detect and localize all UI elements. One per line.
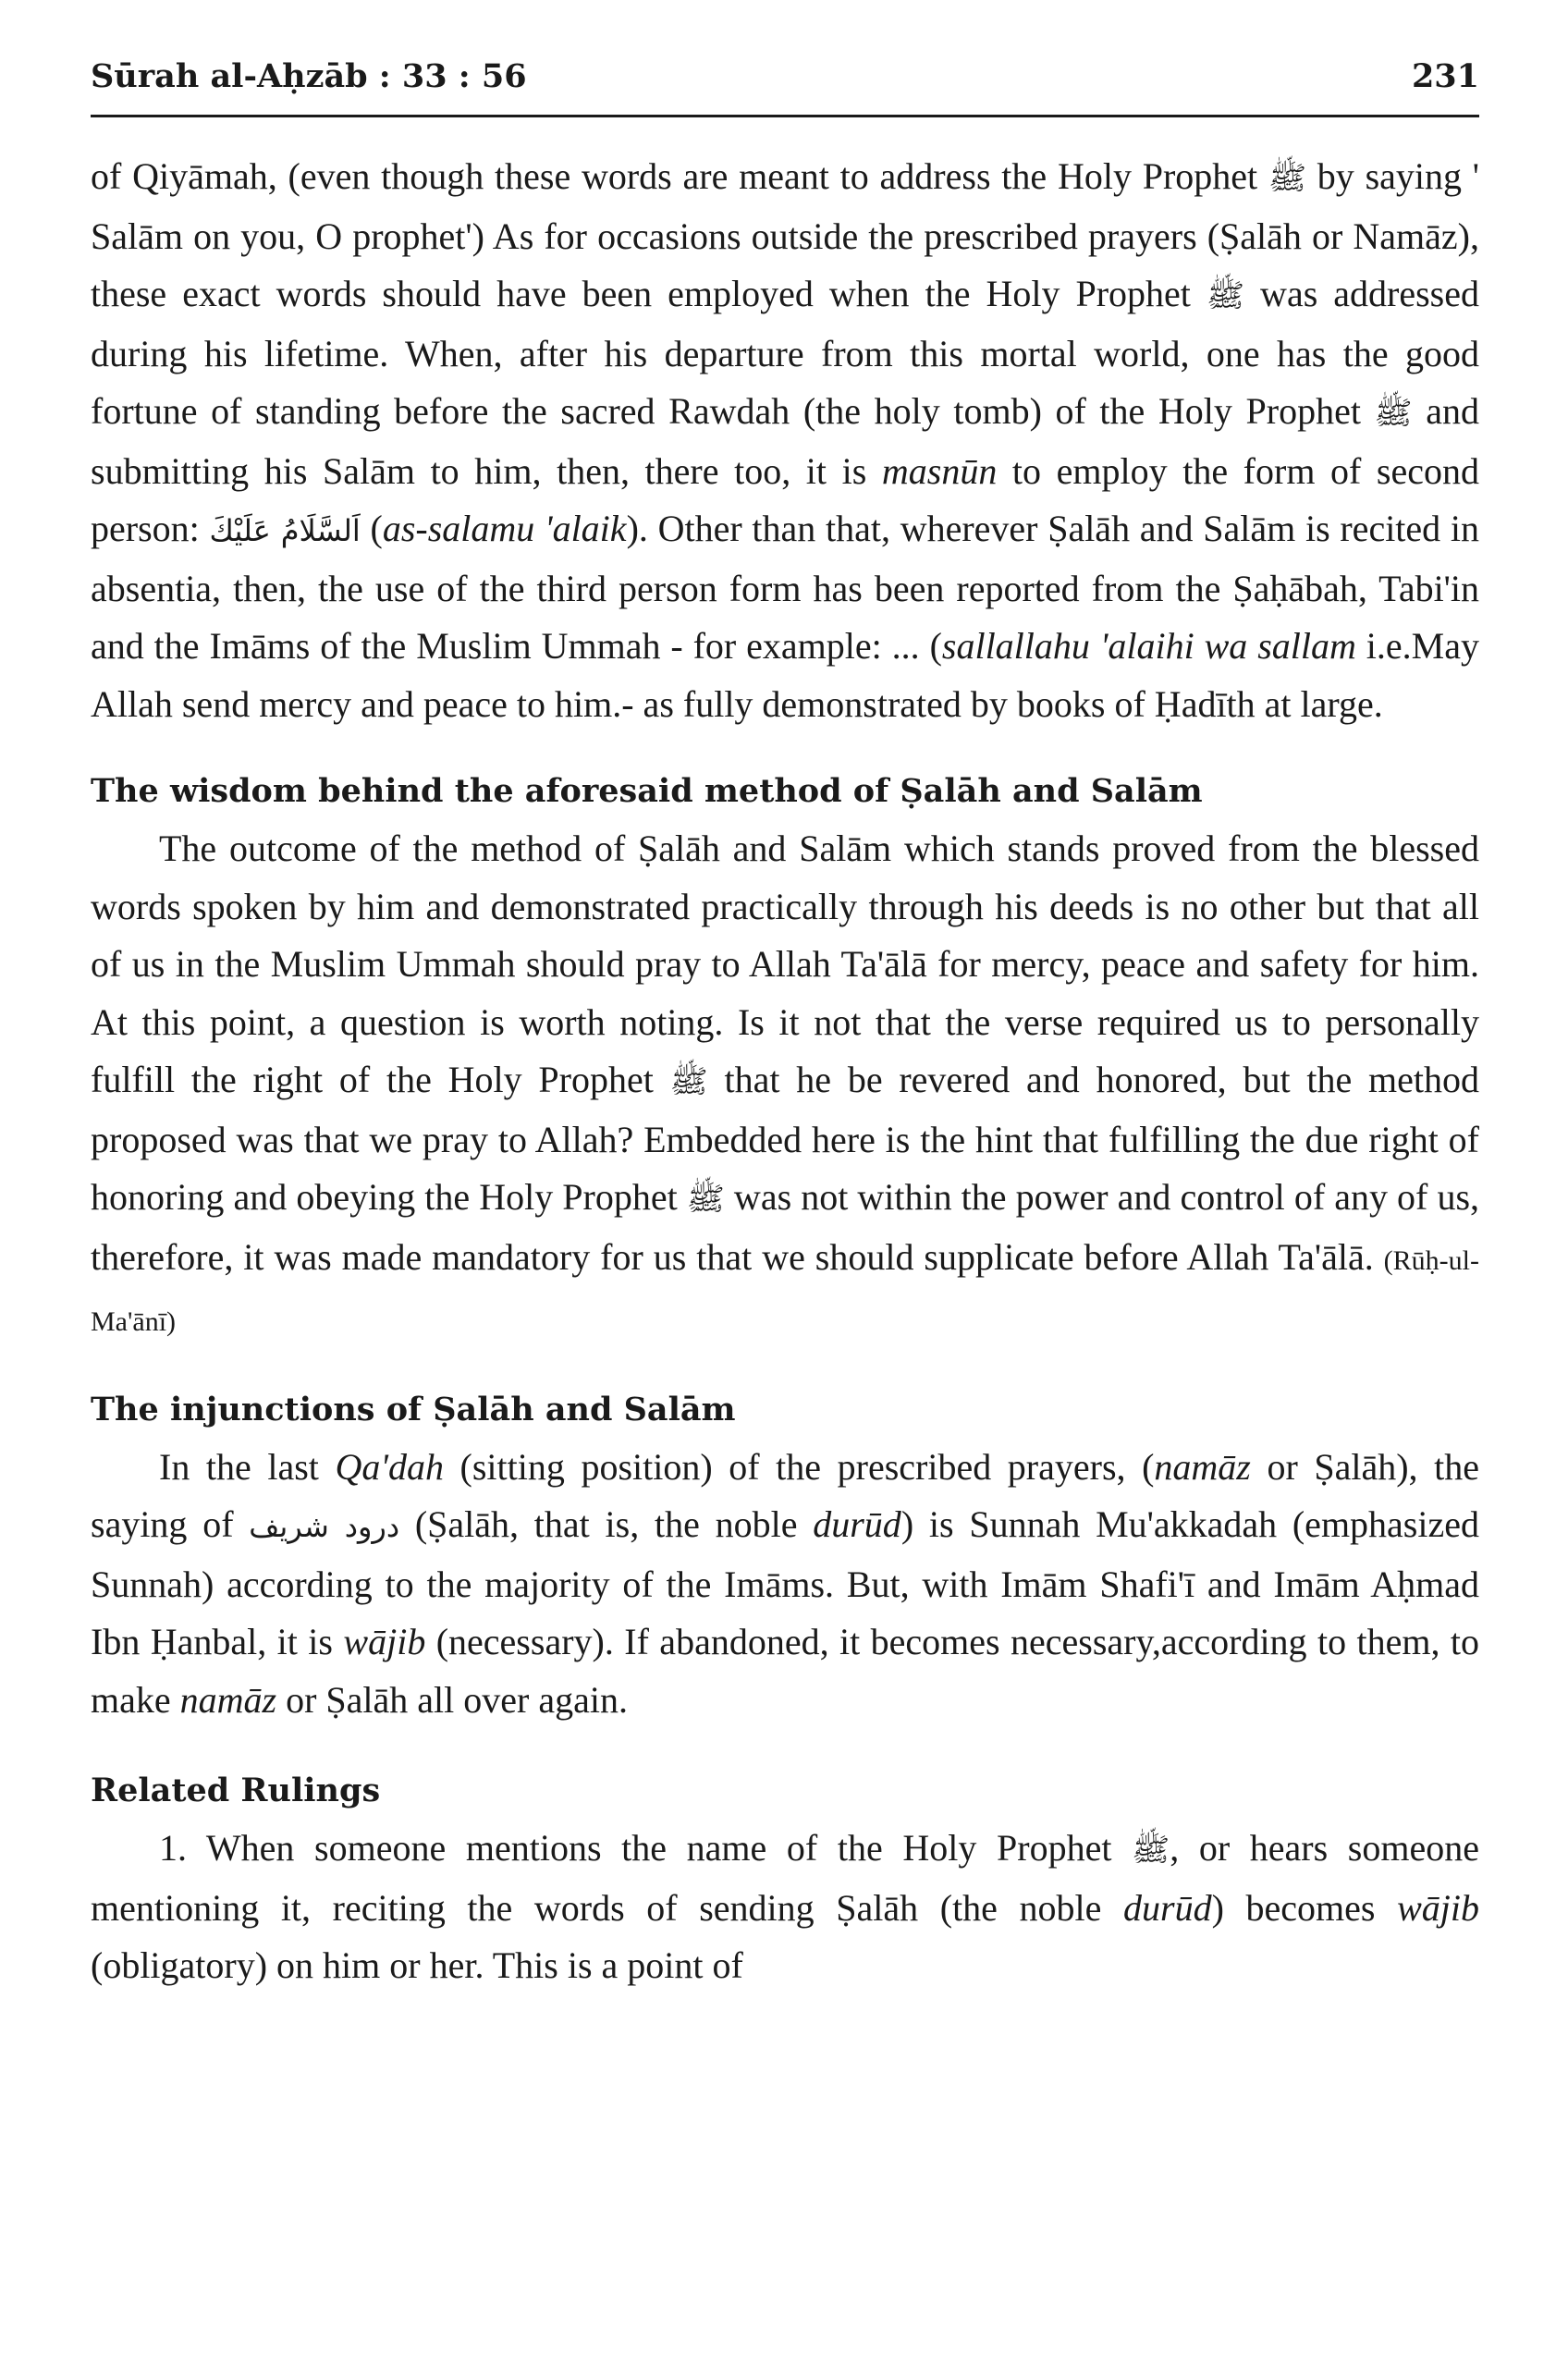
running-head (91, 57, 1479, 105)
italic-term: wājib (1397, 1886, 1479, 1929)
salutation-seal-icon: ﷺ (686, 1181, 725, 1218)
salutation-seal-icon: ﷺ (669, 1063, 708, 1100)
salutation-seal-icon: ﷺ (1132, 1832, 1170, 1869)
text-run: ) becomes (1211, 1886, 1398, 1929)
text-run: and submitting his Salām to him, then, there too, it is (91, 390, 1479, 492)
text-run: or Ṣalāh all over again. (276, 1678, 628, 1721)
italic-term: sallallahu 'alaihi wa sallam (941, 625, 1356, 667)
italic-term: wājib (343, 1621, 426, 1662)
text-run: was addressed during his lifetime. When, after his departure from this mortal world, one has the good fortune of standing before the sacred Rawdah (the holy tomb) of the Holy Prophet (91, 273, 1479, 432)
text-run: of Qiyāmah, (even though these words are meant to address the Holy Prophet (91, 155, 1268, 197)
text-run: In the last (159, 1445, 336, 1488)
text-run: ). Other than that, wherever Ṣalāh and Salām is recited in absentia, then, the use of the third person form has been reported from the Ṣaḥābah, Tabi'in and the Imāms of the Muslim Ummah - for example: ... ( (91, 508, 1480, 667)
text-run: by saying ' Salām on you, O prophet') As for occasions outside the prescribed prayers (Ṣalāh or Namāz), these exact words should have been employed when the Holy Prophet (91, 155, 1479, 314)
text-run: ) is Sunnah Mu'akkadah (emphasized Sunnah) according to the majority of the Imāms. But, with Imām Shafi'ī and Imām Aḥmad Ibn Ḥanbal, it is (91, 1503, 1479, 1662)
italic-term: namāz (1154, 1445, 1251, 1488)
text-run: i.e.May Allah send mercy and peace to him.- as fully demonstrated by books of Ḥadīth at large. (91, 625, 1479, 725)
arabic-phrase: درود شریف (249, 1509, 400, 1544)
text-run: (Ṣalāh, that is, the noble (399, 1503, 814, 1545)
section-heading-related-rulings: Related Rulings (91, 1772, 381, 1809)
italic-term: durūd (813, 1503, 901, 1545)
salutation-seal-icon: ﷺ (1268, 160, 1307, 197)
italic-term: namāz (179, 1678, 277, 1721)
italic-term: masnūn (881, 449, 998, 492)
text-run: that he be revered and honored, but the method proposed was that we pray to Allah? Embedded here is the hint that fulfilling the due right of honoring and obeying the Holy Prophet (91, 1059, 1479, 1218)
salutation-seal-icon: ﷺ (1374, 395, 1413, 432)
text-run: (sitting position) of the prescribed prayers, ( (443, 1445, 1155, 1488)
page-number: 231 (1411, 57, 1479, 95)
text-run: (necessary). If abandoned, it becomes necessary,according to them, to make (91, 1621, 1480, 1721)
text-run: (obligatory) on him or her. This is a point of (91, 1944, 743, 1986)
section-heading-wisdom: The wisdom behind the aforesaid method of Ṣalāh and Salām (91, 772, 1203, 810)
text-run: 1. When someone mentions the name of the Holy Prophet (159, 1827, 1133, 1869)
italic-term: as-salamu 'alaik (382, 508, 627, 549)
text-run: ( (360, 508, 383, 549)
text-run: , or hears someone mentioning it, reciting the words of sending Ṣalāh (the noble (91, 1827, 1479, 1929)
salutation-seal-icon: ﷺ (1206, 277, 1245, 314)
arabic-phrase: اَلسَّلَامُ عَلَيْكَ (209, 513, 361, 548)
paragraph-4 (91, 1820, 1479, 1995)
text-run: The outcome of the method of Ṣalāh and Salām which stands proved from the blessed words spoken by him and demonstrated practically through his deeds is no other but that all of us in the Muslim Ummah should pray to Allah Ta'ālā for mercy, peace and safety for him. At this point, a question is worth noting. Is it not that the verse required us to personally fulfill the right of the Holy Prophet (91, 828, 1479, 1100)
section-heading-injunctions: The injunctions of Ṣalāh and Salām (91, 1390, 736, 1428)
paragraph-3 (91, 1439, 1479, 1730)
italic-term: durūd (1123, 1886, 1212, 1929)
text-run: to employ the form of second person: (91, 449, 1480, 549)
text-run: or Ṣalāh), the saying of (91, 1445, 1480, 1545)
reference-citation: (Rūḥ-ul- Ma'ānī) (91, 1244, 1479, 1337)
text-run: was not within the power and control of any of us, therefore, it was made mandatory for us that we should supplicate before Allah Ta'ālā. (91, 1176, 1480, 1278)
page-body (91, 148, 1479, 1995)
running-head-title: Sūrah al-Aḥzāb : 33 : 56 (91, 57, 527, 95)
paragraph-1 (91, 148, 1479, 733)
header-rule (91, 115, 1479, 117)
paragraph-2 (91, 820, 1479, 1352)
italic-term: Qa'dah (335, 1445, 444, 1488)
